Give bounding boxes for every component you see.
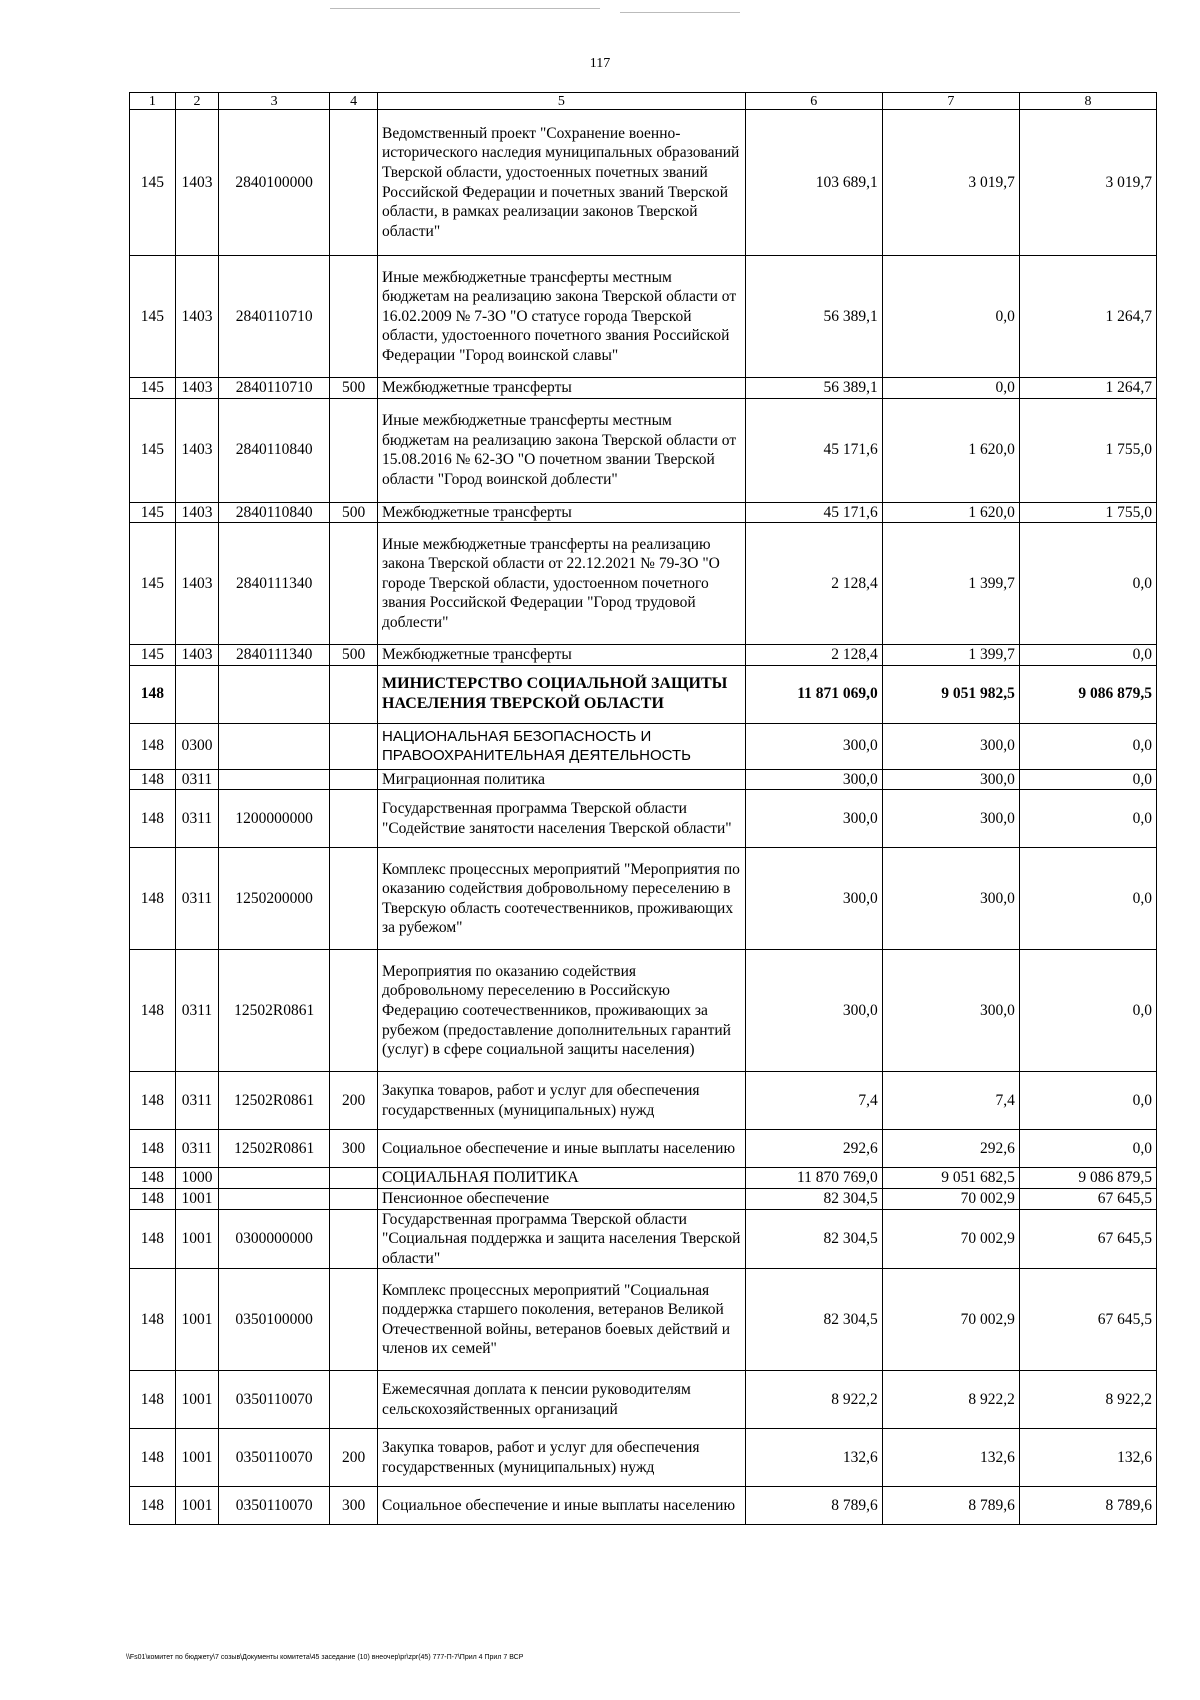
row-col-4	[330, 256, 378, 378]
row-col-1: 145	[130, 645, 176, 666]
row-col-4	[330, 950, 378, 1072]
table-row	[130, 1168, 1157, 1189]
row-col-3: 0350110070	[219, 1371, 330, 1429]
row-col-2: 0311	[175, 1130, 219, 1168]
row-col-1: 148	[130, 1168, 176, 1189]
row-value-8: 67 645,5	[1019, 1188, 1156, 1209]
row-value-8: 0,0	[1019, 1130, 1156, 1168]
table-row	[130, 256, 1157, 378]
table-row	[130, 769, 1157, 790]
row-col-2: 0311	[175, 1072, 219, 1130]
row-value-6: 8 922,2	[745, 1371, 882, 1429]
column-number-row	[130, 93, 1157, 110]
row-col-3: 0350100000	[219, 1269, 330, 1371]
table-row	[130, 502, 1157, 523]
row-col-2: 0311	[175, 790, 219, 848]
row-description: Закупка товаров, работ и услуг для обеспечения государственных (муниципальных) нужд	[378, 1429, 746, 1487]
row-col-4	[330, 665, 378, 723]
row-value-7: 9 051 682,5	[882, 1168, 1019, 1189]
row-value-8: 1 755,0	[1019, 502, 1156, 523]
row-value-8: 67 645,5	[1019, 1209, 1156, 1269]
row-col-2	[175, 665, 219, 723]
row-value-6: 103 689,1	[745, 110, 882, 256]
row-col-2: 1403	[175, 523, 219, 645]
row-value-7: 3 019,7	[882, 110, 1019, 256]
row-value-6: 45 171,6	[745, 398, 882, 502]
scan-artifact-line	[330, 8, 600, 9]
row-col-4	[330, 723, 378, 769]
table-row	[130, 723, 1157, 769]
row-value-6: 292,6	[745, 1130, 882, 1168]
row-col-4	[330, 848, 378, 950]
row-col-2: 1001	[175, 1487, 219, 1525]
row-col-2: 0311	[175, 950, 219, 1072]
row-col-4	[330, 1371, 378, 1429]
row-value-6: 7,4	[745, 1072, 882, 1130]
row-value-8: 0,0	[1019, 769, 1156, 790]
row-value-8: 8 922,2	[1019, 1371, 1156, 1429]
row-col-1: 148	[130, 769, 176, 790]
row-value-6: 8 789,6	[745, 1487, 882, 1525]
row-col-3: 12502R0861	[219, 950, 330, 1072]
row-value-8: 9 086 879,5	[1019, 1168, 1156, 1189]
row-value-8: 8 789,6	[1019, 1487, 1156, 1525]
row-value-6: 300,0	[745, 790, 882, 848]
row-value-7: 1 620,0	[882, 502, 1019, 523]
row-value-6: 82 304,5	[745, 1188, 882, 1209]
row-value-6: 11 870 769,0	[745, 1168, 882, 1189]
table-row	[130, 1429, 1157, 1487]
row-col-2: 1403	[175, 645, 219, 666]
row-col-2: 1403	[175, 378, 219, 399]
row-value-6: 82 304,5	[745, 1209, 882, 1269]
row-description: Ведомственный проект "Сохранение военно-исторического наследия муниципальных образований Тверской области, удостоенных почетных званий Российской Федерации и почетных званий Тверской области, в рамках реализации законов Тверской области"	[378, 110, 746, 256]
row-value-7: 70 002,9	[882, 1209, 1019, 1269]
column-number: 1	[130, 93, 176, 110]
row-value-7: 8 789,6	[882, 1487, 1019, 1525]
row-col-4	[330, 1188, 378, 1209]
row-description: Межбюджетные трансферты	[378, 502, 746, 523]
row-value-6: 300,0	[745, 769, 882, 790]
row-col-4	[330, 1209, 378, 1269]
row-value-7: 1 399,7	[882, 523, 1019, 645]
row-col-2: 1403	[175, 502, 219, 523]
row-description: Государственная программа Тверской области "Социальная поддержка и защита населения Тверской области"	[378, 1209, 746, 1269]
row-value-6: 2 128,4	[745, 645, 882, 666]
column-number: 3	[219, 93, 330, 110]
table-row	[130, 1371, 1157, 1429]
row-description: СОЦИАЛЬНАЯ ПОЛИТИКА	[378, 1168, 746, 1189]
row-col-2: 0311	[175, 848, 219, 950]
row-col-1: 148	[130, 790, 176, 848]
row-col-1: 145	[130, 378, 176, 399]
row-col-3: 2840110840	[219, 502, 330, 523]
row-value-7: 70 002,9	[882, 1269, 1019, 1371]
row-col-2: 1000	[175, 1168, 219, 1189]
row-value-7: 0,0	[882, 256, 1019, 378]
row-col-1: 148	[130, 1209, 176, 1269]
row-col-1: 145	[130, 502, 176, 523]
row-col-3: 2840111340	[219, 523, 330, 645]
row-col-4	[330, 523, 378, 645]
row-col-4	[330, 1168, 378, 1189]
row-description: Государственная программа Тверской области "Содействие занятости населения Тверской области"	[378, 790, 746, 848]
row-col-3: 2840111340	[219, 645, 330, 666]
row-col-3: 1200000000	[219, 790, 330, 848]
footer-file-path: \\Fs01\комитет по бюджету\7 созыв\Документы комитета\45 заседание (10) внеочер\pr\zpr(45) 777-П-7\Прил 4 Прил 7 ВСР	[126, 1654, 524, 1661]
row-col-2: 1001	[175, 1429, 219, 1487]
row-value-8: 1 755,0	[1019, 398, 1156, 502]
row-col-2: 0300	[175, 723, 219, 769]
table-row	[130, 1209, 1157, 1269]
row-description: НАЦИОНАЛЬНАЯ БЕЗОПАСНОСТЬ И ПРАВООХРАНИТЕЛЬНАЯ ДЕЯТЕЛЬНОСТЬ	[378, 723, 746, 769]
row-col-3	[219, 1168, 330, 1189]
row-col-3	[219, 665, 330, 723]
row-col-2: 1403	[175, 398, 219, 502]
row-value-6: 45 171,6	[745, 502, 882, 523]
row-col-2: 1403	[175, 110, 219, 256]
row-value-7: 9 051 982,5	[882, 665, 1019, 723]
row-value-8: 0,0	[1019, 523, 1156, 645]
table-row	[130, 950, 1157, 1072]
row-value-8: 132,6	[1019, 1429, 1156, 1487]
row-description: Закупка товаров, работ и услуг для обеспечения государственных (муниципальных) нужд	[378, 1072, 746, 1130]
row-col-2: 1001	[175, 1209, 219, 1269]
row-value-8: 1 264,7	[1019, 256, 1156, 378]
row-col-2: 1001	[175, 1269, 219, 1371]
row-col-3	[219, 1188, 330, 1209]
row-value-7: 1 620,0	[882, 398, 1019, 502]
row-description: Социальное обеспечение и иные выплаты населению	[378, 1487, 746, 1525]
row-col-1: 148	[130, 1188, 176, 1209]
row-value-7: 132,6	[882, 1429, 1019, 1487]
row-col-4: 300	[330, 1130, 378, 1168]
row-value-6: 300,0	[745, 848, 882, 950]
table-row	[130, 848, 1157, 950]
row-col-1: 145	[130, 523, 176, 645]
table-row	[130, 1072, 1157, 1130]
row-value-7: 8 922,2	[882, 1371, 1019, 1429]
row-col-4	[330, 1269, 378, 1371]
table-row	[130, 1130, 1157, 1168]
row-col-3: 2840100000	[219, 110, 330, 256]
table-row	[130, 398, 1157, 502]
row-col-4: 500	[330, 502, 378, 523]
row-value-7: 300,0	[882, 790, 1019, 848]
row-description: Комплекс процессных мероприятий "Мероприятия по оказанию содействия добровольному переселению в Тверскую область соотечественников, проживающих за рубежом"	[378, 848, 746, 950]
row-value-6: 56 389,1	[745, 256, 882, 378]
row-description: Комплекс процессных мероприятий "Социальная поддержка старшего поколения, ветеранов Великой Отечественной войны, ветеранов боевых действий и членов их семей"	[378, 1269, 746, 1371]
row-col-4: 300	[330, 1487, 378, 1525]
row-col-4: 200	[330, 1429, 378, 1487]
row-col-1: 148	[130, 1487, 176, 1525]
row-description: Мероприятия по оказанию содействия добровольному переселению в Российскую Федерацию соотечественников, проживающих за рубежом (предоставление дополнительных гарантий (услуг) в сфере социальной защиты населения)	[378, 950, 746, 1072]
row-description: МИНИСТЕРСТВО СОЦИАЛЬНОЙ ЗАЩИТЫ НАСЕЛЕНИЯ ТВЕРСКОЙ ОБЛАСТИ	[378, 665, 746, 723]
row-col-3: 0350110070	[219, 1487, 330, 1525]
page-number: 117	[589, 56, 611, 71]
column-number: 8	[1019, 93, 1156, 110]
row-col-4: 200	[330, 1072, 378, 1130]
row-col-1: 148	[130, 1130, 176, 1168]
row-value-7: 0,0	[882, 378, 1019, 399]
row-col-4: 500	[330, 378, 378, 399]
row-value-7: 300,0	[882, 769, 1019, 790]
row-col-3	[219, 769, 330, 790]
row-value-6: 132,6	[745, 1429, 882, 1487]
row-col-1: 145	[130, 110, 176, 256]
row-description: Пенсионное обеспечение	[378, 1188, 746, 1209]
row-value-7: 292,6	[882, 1130, 1019, 1168]
row-col-4	[330, 398, 378, 502]
row-col-3: 12502R0861	[219, 1072, 330, 1130]
table-row	[130, 378, 1157, 399]
row-description: Межбюджетные трансферты	[378, 645, 746, 666]
row-col-3: 0350110070	[219, 1429, 330, 1487]
row-col-2: 1001	[175, 1188, 219, 1209]
row-value-8: 0,0	[1019, 1072, 1156, 1130]
table-row	[130, 1188, 1157, 1209]
row-col-3	[219, 723, 330, 769]
row-description: Иные межбюджетные трансферты местным бюджетам на реализацию закона Тверской области от 16.02.2009 № 7-ЗО "О статусе города Тверской области, удостоенного почетного звания Российской Федерации "Город воинской славы"	[378, 256, 746, 378]
row-value-7: 300,0	[882, 848, 1019, 950]
row-col-2: 1403	[175, 256, 219, 378]
row-col-1: 148	[130, 665, 176, 723]
row-col-4	[330, 790, 378, 848]
row-col-1: 148	[130, 1269, 176, 1371]
budget-table	[129, 92, 1157, 1525]
row-description: Иные межбюджетные трансферты на реализацию закона Тверской области от 22.12.2021 № 79-ЗО "О городе Тверской области, удостоенном почетного звания Российской Федерации "Город трудовой доблести"	[378, 523, 746, 645]
row-value-8: 0,0	[1019, 848, 1156, 950]
row-value-8: 9 086 879,5	[1019, 665, 1156, 723]
row-description: Ежемесячная доплата к пенсии руководителям сельскохозяйственных организаций	[378, 1371, 746, 1429]
row-value-6: 300,0	[745, 723, 882, 769]
row-value-7: 1 399,7	[882, 645, 1019, 666]
row-col-1: 145	[130, 398, 176, 502]
row-col-3: 2840110710	[219, 378, 330, 399]
column-number: 2	[175, 93, 219, 110]
row-value-8: 1 264,7	[1019, 378, 1156, 399]
column-number: 6	[745, 93, 882, 110]
table-row	[130, 110, 1157, 256]
row-description: Миграционная политика	[378, 769, 746, 790]
row-col-1: 148	[130, 848, 176, 950]
row-value-6: 82 304,5	[745, 1269, 882, 1371]
table-row	[130, 1487, 1157, 1525]
column-number: 7	[882, 93, 1019, 110]
row-value-6: 11 871 069,0	[745, 665, 882, 723]
row-col-3: 12502R0861	[219, 1130, 330, 1168]
row-value-7: 300,0	[882, 950, 1019, 1072]
row-col-2: 0311	[175, 769, 219, 790]
row-description: Межбюджетные трансферты	[378, 378, 746, 399]
column-number: 4	[330, 93, 378, 110]
table-row	[130, 1269, 1157, 1371]
row-col-4	[330, 110, 378, 256]
row-value-6: 300,0	[745, 950, 882, 1072]
row-value-6: 2 128,4	[745, 523, 882, 645]
row-col-3: 2840110710	[219, 256, 330, 378]
row-value-8: 67 645,5	[1019, 1269, 1156, 1371]
row-col-1: 148	[130, 1371, 176, 1429]
table-row	[130, 523, 1157, 645]
row-value-6: 56 389,1	[745, 378, 882, 399]
row-col-4: 500	[330, 645, 378, 666]
row-value-8: 3 019,7	[1019, 110, 1156, 256]
row-description: Социальное обеспечение и иные выплаты населению	[378, 1130, 746, 1168]
table-row	[130, 665, 1157, 723]
column-number: 5	[378, 93, 746, 110]
row-col-4	[330, 769, 378, 790]
scan-artifact-line	[620, 12, 740, 13]
row-value-8: 0,0	[1019, 645, 1156, 666]
row-col-1: 148	[130, 950, 176, 1072]
table-row	[130, 790, 1157, 848]
row-col-1: 148	[130, 1072, 176, 1130]
row-value-7: 300,0	[882, 723, 1019, 769]
row-col-1: 145	[130, 256, 176, 378]
row-value-7: 7,4	[882, 1072, 1019, 1130]
row-value-8: 0,0	[1019, 723, 1156, 769]
row-col-3: 1250200000	[219, 848, 330, 950]
row-col-1: 148	[130, 1429, 176, 1487]
row-col-2: 1001	[175, 1371, 219, 1429]
row-value-8: 0,0	[1019, 790, 1156, 848]
row-col-1: 148	[130, 723, 176, 769]
table-row	[130, 645, 1157, 666]
row-col-3: 0300000000	[219, 1209, 330, 1269]
row-value-7: 70 002,9	[882, 1188, 1019, 1209]
row-description: Иные межбюджетные трансферты местным бюджетам на реализацию закона Тверской области от 15.08.2016 № 62-ЗО "О почетном звании Тверской области "Город воинской доблести"	[378, 398, 746, 502]
row-col-3: 2840110840	[219, 398, 330, 502]
row-value-8: 0,0	[1019, 950, 1156, 1072]
